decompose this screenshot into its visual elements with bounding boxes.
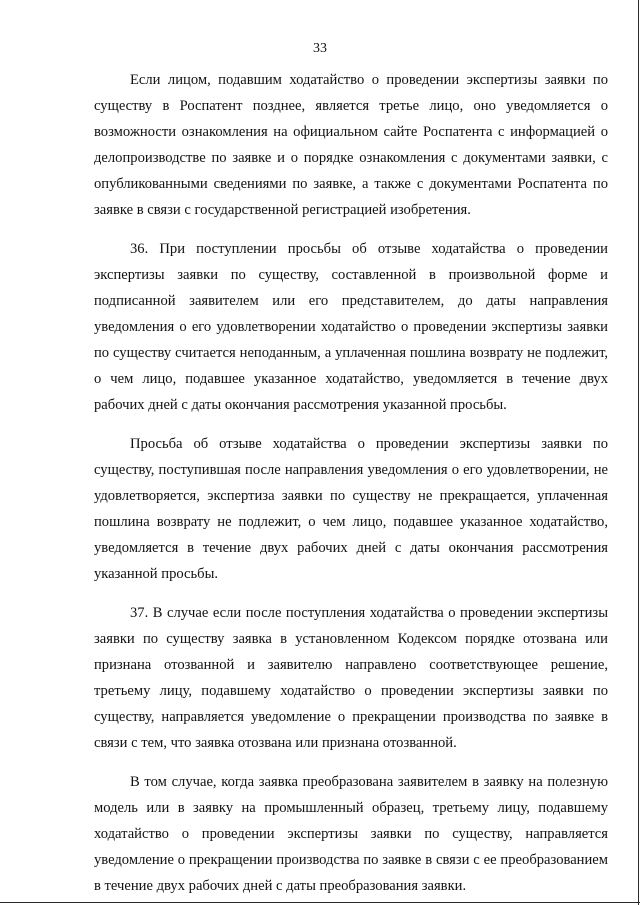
paragraph-conversion: В том случае, когда заявка преобразована заявителем в заявку на полезную модель или в заявку на промышленный образец, третьему лицу, подавшему ходатайство о проведении экспертизы заявки по существу, направляется уведомление о прекращении производства по заявке в связи с ее преобразованием в течение двух рабочих дней с даты преобразования заявки. [94, 774, 608, 894]
scan-edge-bottom [0, 902, 640, 903]
scan-edge-right [638, 0, 639, 905]
paragraph-third-party-notification: Если лицом, подавшим ходатайство о проведении экспертизы заявки по существу в Роспатент позднее, является третье лицо, оно уведомляется о возможности ознакомления на официальном сайте Роспатента с информацией о делопроизводстве по заявке и о порядке ознакомления с документами заявки, с опубликованными сведениями по заявке, а также с документами Роспатента по заявке в связи с государственной регистрацией изобретения. [94, 72, 608, 218]
document-body [94, 67, 608, 899]
paragraph-clause-37: 37. В случае если после поступления ходатайства о проведении экспертизы заявки по существу заявка в установленном Кодексом порядке отозвана или признана отозванной и заявителю направлено соответствующее решение, третьему лицу, подавшему ходатайство о проведении экспертизы заявки по существу, направляется уведомление о прекращении производства по заявке в связи с тем, что заявка отозвана или признана отозванной. [94, 605, 608, 751]
paragraph-clause-36: 36. При поступлении просьбы об отзыве ходатайства о проведении экспертизы заявки по существу, составленной в произвольной форме и подписанной заявителем или его представителем, до даты направления уведомления о его удовлетворении ходатайство о проведении экспертизы заявки по существу считается неподанным, а уплаченная пошлина возврату не подлежит, о чем лицо, подавшее указанное ходатайство, уведомляется в течение двух рабочих дней с даты окончания рассмотрения указанной просьбы. [94, 241, 608, 413]
paragraph-withdrawal-request: Просьба об отзыве ходатайства о проведении экспертизы заявки по существу, поступившая после направления уведомления о его удовлетворении, не удовлетворяется, экспертиза заявки по существу не прекращается, уплаченная пошлина возврату не подлежит, о чем лицо, подавшее указанное ходатайство, уведомляется в течение двух рабочих дней с даты окончания рассмотрения указанной просьбы. [94, 436, 608, 582]
page-number: 33 [313, 41, 327, 56]
